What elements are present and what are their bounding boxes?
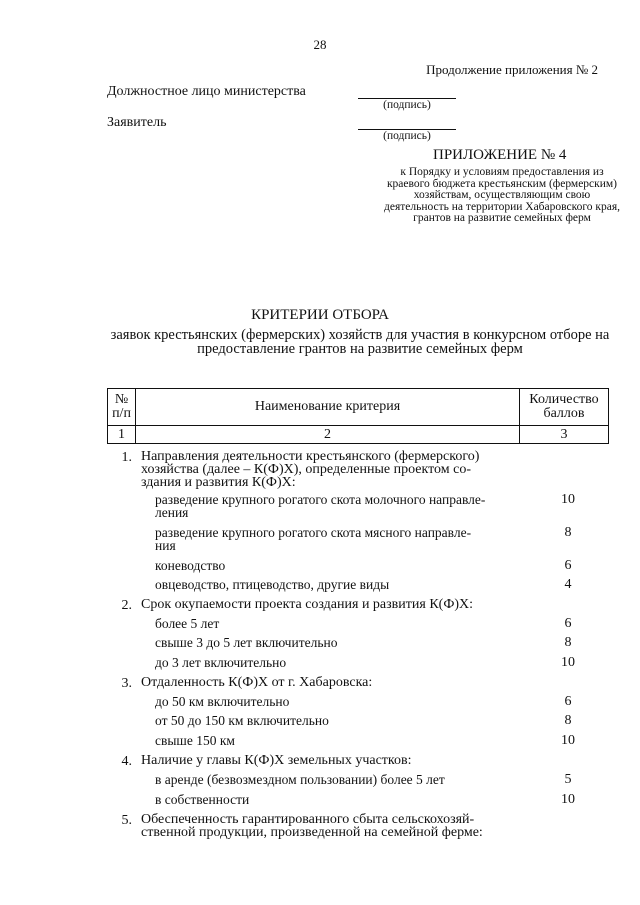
criterion-3-item-2: от 50 до 150 км включительно (155, 713, 329, 728)
header-num: № п/п (108, 389, 136, 426)
criterion-3-number: 3. (121, 676, 132, 691)
column-number-1: 1 (108, 426, 136, 444)
item-text-line: ния (155, 538, 176, 553)
criterion-3-item-2-score: 8 (564, 713, 572, 728)
criterion-1-item-4: овцеводство, птицеводство, другие виды (155, 577, 390, 592)
criterion-4-item-1-score: 5 (564, 772, 572, 787)
criterion-1-text-line: здания и развития К(Ф)Х: (141, 475, 296, 490)
criterion-1-item-1-score: 10 (561, 492, 575, 507)
appendix-subtitle: к Порядку и условиям предоставления из краевого бюджета крестьянским (фермерским) хозяйствам, осуществляющим свою деятельность на территории Хабаровского края, грантов на развитие семейных ферм (383, 166, 621, 224)
criterion-2-item-2: свыше 3 до 5 лет включительно (155, 635, 338, 650)
criterion-4-item-2: в собственности (155, 792, 250, 807)
criterion-2-text: Срок окупаемости проекта создания и развития К(Ф)Х: (141, 597, 474, 612)
criterion-3-item-3: свыше 150 км (155, 733, 235, 748)
criterion-1-text-line: хозяйства (далее – К(Ф)Х), определенные проектом со- (141, 462, 471, 477)
criterion-2-item-2-score: 8 (564, 635, 572, 650)
criterion-2-item-1: более 5 лет (155, 616, 220, 631)
column-number-3: 3 (520, 426, 609, 444)
criterion-5-text (141, 813, 483, 839)
criterion-2-item-3-score: 10 (561, 655, 575, 670)
signature-label-applicant: Заявитель (107, 115, 167, 130)
page-number: 28 (313, 37, 327, 52)
header-name: Наименование критерия (136, 389, 520, 426)
item-text-line: разведение крупного рогатого скота мясного направле- (155, 525, 472, 540)
criterion-2-item-1-score: 6 (564, 616, 572, 631)
criterion-4-text: Наличие у главы К(Ф)Х земельных участков: (141, 753, 412, 768)
criterion-1-text-line: Направления деятельности крестьянского (фермерского) (141, 449, 480, 464)
criteria-table-header (107, 388, 609, 444)
criterion-4-number: 4. (121, 754, 132, 769)
header-score: Количество баллов (520, 389, 609, 426)
document-subtitle: заявок крестьянских (фермерских) хозяйств для участия в конкурсном отборе на предоставление грантов на развитие семейных ферм (110, 327, 610, 357)
criterion-1-item-3-score: 6 (564, 558, 572, 573)
continuation-label: Продолжение приложения № 2 (426, 62, 598, 77)
signature-caption-applicant: (подпись) (383, 130, 431, 142)
criterion-5-text-line: ственной продукции, произведенной на семейной ферме: (141, 825, 483, 840)
criterion-1-text (141, 450, 479, 489)
criterion-5-text-line: Обеспеченность гарантированного сбыта сельскохозяй- (141, 812, 475, 827)
column-number-2: 2 (136, 426, 520, 444)
signature-caption-official: (подпись) (383, 99, 431, 111)
appendix-title: ПРИЛОЖЕНИЕ № 4 (433, 147, 567, 163)
item-text-line: разведение крупного рогатого скота молочного направле- (155, 492, 486, 507)
criterion-3-item-3-score: 10 (561, 733, 575, 748)
criterion-1-number: 1. (121, 450, 132, 465)
document-title: КРИТЕРИИ ОТБОРА (251, 307, 389, 323)
criterion-1-item-2-score: 8 (564, 525, 572, 540)
criterion-1-item-4-score: 4 (564, 577, 572, 592)
criterion-1-item-3: коневодство (155, 558, 226, 573)
criterion-4-item-1: в аренде (безвозмездном пользовании) более 5 лет (155, 772, 445, 787)
criterion-2-number: 2. (121, 598, 132, 613)
criterion-4-item-2-score: 10 (561, 792, 575, 807)
criterion-3-item-1-score: 6 (564, 694, 572, 709)
criterion-1-item-1 (155, 493, 485, 519)
criterion-3-item-1: до 50 км включительно (155, 694, 290, 709)
criterion-1-item-2 (155, 526, 471, 552)
criterion-2-item-3: до 3 лет включительно (155, 655, 287, 670)
criterion-5-number: 5. (121, 813, 132, 828)
item-text-line: ления (155, 505, 189, 520)
signature-label-official: Должностное лицо министерства (107, 84, 306, 99)
criterion-3-text: Отдаленность К(Ф)Х от г. Хабаровска: (141, 675, 373, 690)
